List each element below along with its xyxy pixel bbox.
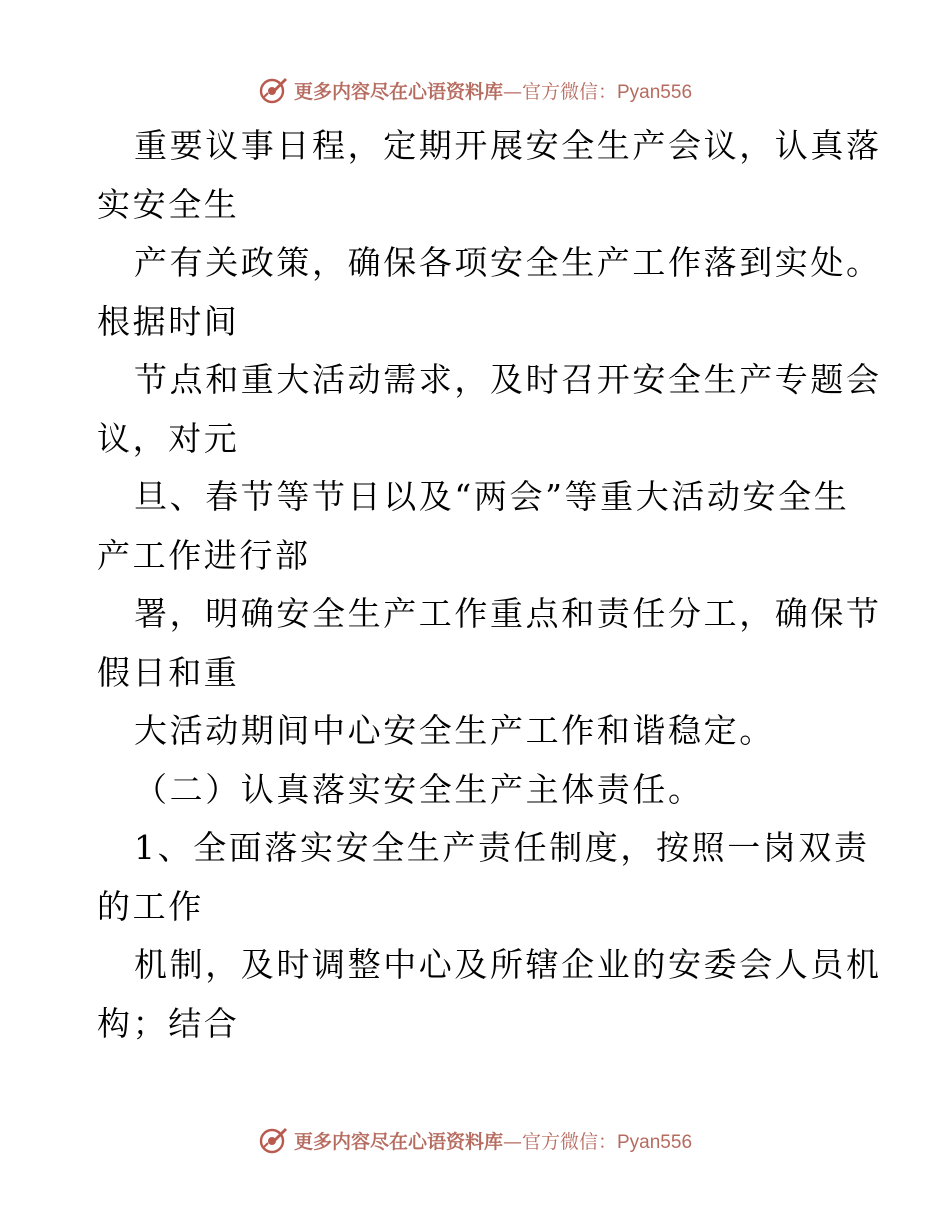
body-line: 旦、春节等节日以及“两会”等重大活动安全生 xyxy=(134,477,850,516)
body-line: 的工作 xyxy=(97,886,204,926)
body-line: 机制，及时调整中心及所辖企业的安委会人员机 xyxy=(134,945,882,984)
body-line: 根据时间 xyxy=(97,301,240,341)
header-watermark xyxy=(0,70,950,110)
section-heading: （二）认真落实安全生产主体责任。 xyxy=(134,769,704,809)
body-line: 重要议事日程，定期开展安全生产会议，认真落 xyxy=(134,126,882,165)
body-line: 大活动期间中心安全生产工作和谐稳定。 xyxy=(134,711,775,750)
document-body xyxy=(97,117,882,1053)
footer-watermark xyxy=(0,1120,950,1160)
body-line: 节点和重大活动需求，及时召开安全生产专题会 xyxy=(134,360,882,399)
body-line: 实安全生 xyxy=(97,184,240,224)
body-line: 产有关政策，确保各项安全生产工作落到实处。 xyxy=(134,243,882,282)
watermark-label: —官方微信： xyxy=(502,1130,617,1153)
watermark-text xyxy=(294,1127,692,1154)
watermark-title: 更多内容尽在心语资料库 xyxy=(293,1130,503,1153)
body-line: 产工作进行部 xyxy=(97,535,311,575)
body-line: 议，对元 xyxy=(97,418,240,458)
watermark-group xyxy=(258,75,692,105)
watermark-group xyxy=(258,1125,692,1155)
body-line: 署，明确安全生产工作重点和责任分工，确保节 xyxy=(134,594,882,633)
body-line: 假日和重 xyxy=(97,652,240,692)
watermark-text xyxy=(294,77,692,104)
body-line: 构；结合 xyxy=(97,1003,240,1043)
watermark-wechat-id: Pyan556 xyxy=(617,1131,693,1153)
watermark-wechat-id: Pyan556 xyxy=(617,81,693,103)
watermark-title: 更多内容尽在心语资料库 xyxy=(293,80,503,103)
pen-circle-logo-icon xyxy=(258,1125,288,1155)
body-line: 1、全面落实安全生产责任制度，按照一岗双责 xyxy=(134,828,870,867)
watermark-label: —官方微信： xyxy=(502,80,617,103)
pen-circle-logo-icon xyxy=(258,75,288,105)
